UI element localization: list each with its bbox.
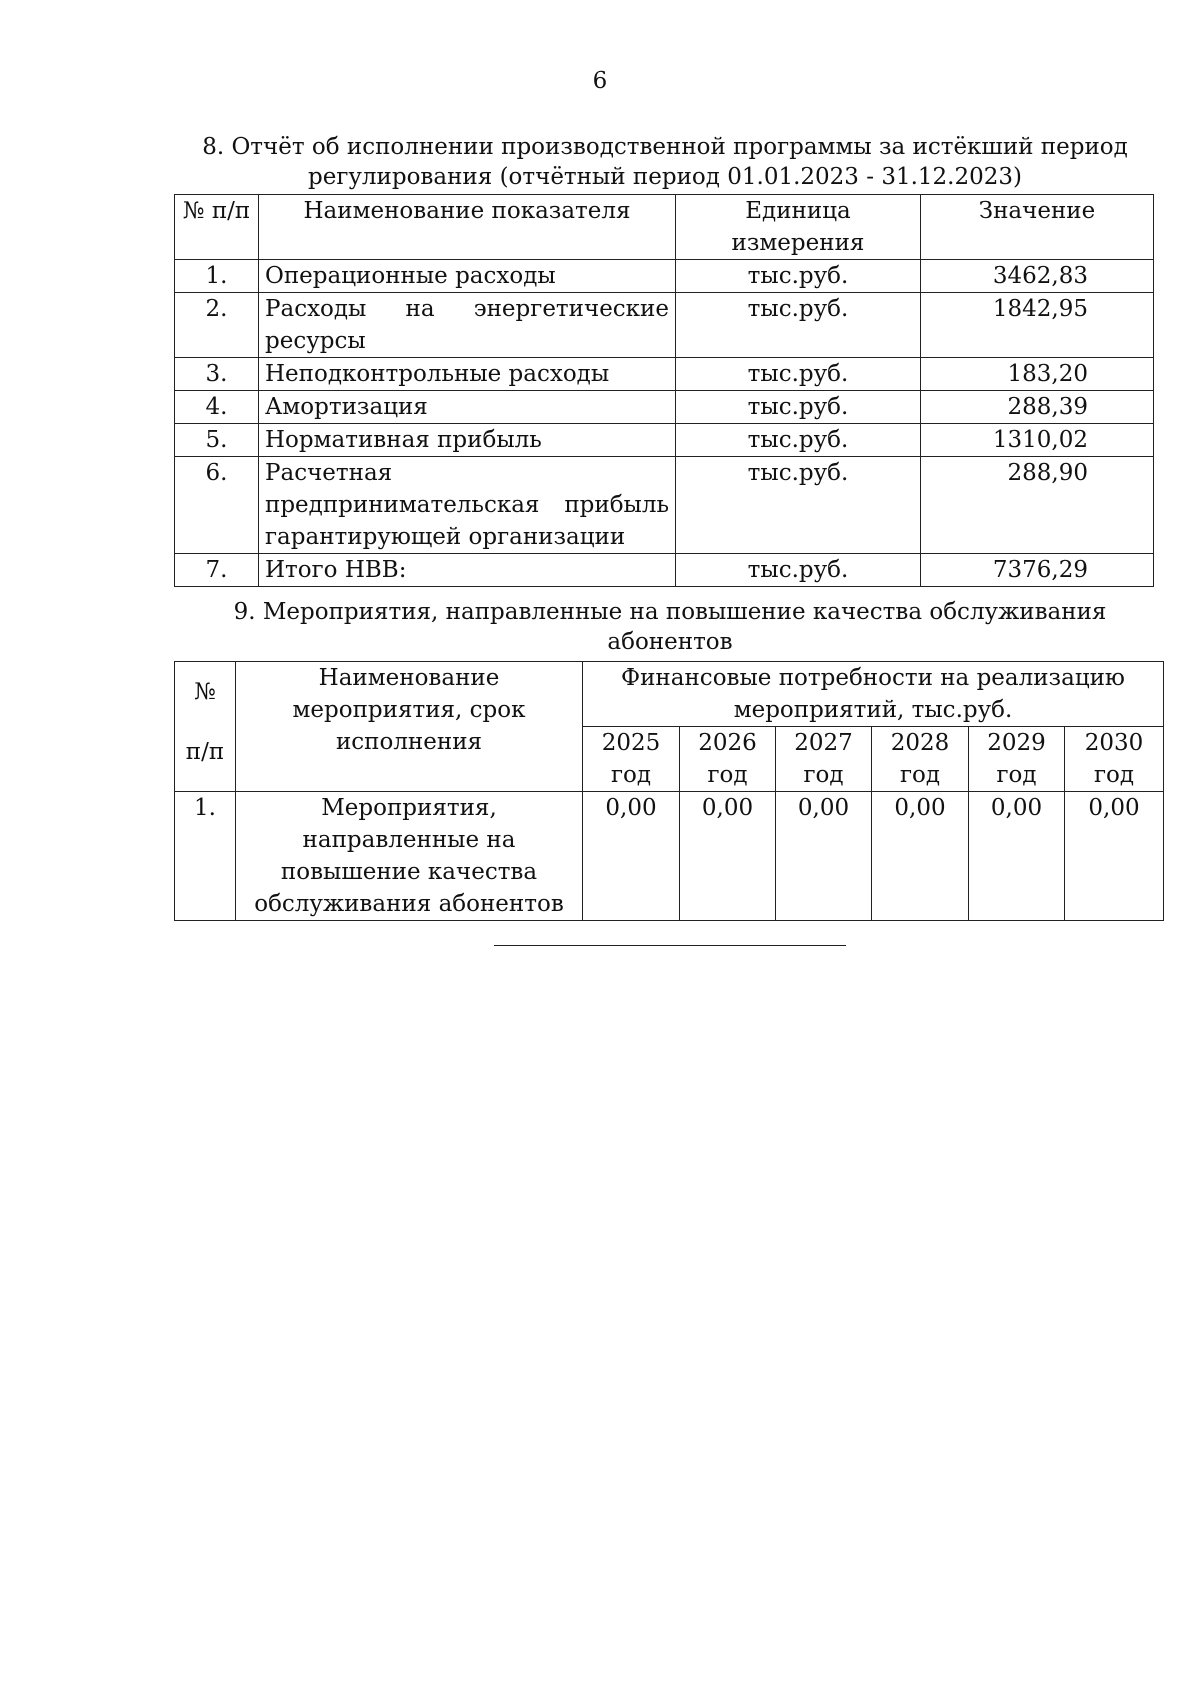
row-num: 5.	[175, 424, 259, 457]
row-value: 288,39	[921, 391, 1154, 424]
measures-table	[174, 661, 1164, 921]
header-year: 2026 год	[680, 727, 776, 792]
table-row	[175, 293, 1154, 358]
row-year-value: 0,00	[583, 792, 680, 921]
row-year-value: 0,00	[776, 792, 872, 921]
header-year: 2027 год	[776, 727, 872, 792]
header-year: 2025 год	[583, 727, 680, 792]
row-value: 3462,83	[921, 260, 1154, 293]
row-num: 1.	[175, 792, 236, 921]
table-row	[175, 424, 1154, 457]
measures-rows	[175, 792, 1164, 921]
row-value: 183,20	[921, 358, 1154, 391]
page-number: 6	[592, 68, 608, 94]
table-header-row	[175, 662, 1164, 727]
row-year-value: 0,00	[1065, 792, 1164, 921]
production-program-rows	[175, 260, 1154, 587]
table-row	[175, 554, 1154, 587]
row-num: 3.	[175, 358, 259, 391]
row-unit: тыс.руб.	[676, 554, 921, 587]
row-indicator-name: Амортизация	[259, 391, 676, 424]
row-indicator-name: Расходы на энергетические ресурсы	[259, 293, 676, 358]
table-row	[175, 358, 1154, 391]
row-value: 7376,29	[921, 554, 1154, 587]
row-unit: тыс.руб.	[676, 424, 921, 457]
row-num: 4.	[175, 391, 259, 424]
row-num: 2.	[175, 293, 259, 358]
header-num: № п/п	[175, 662, 236, 792]
header-value: Значение	[921, 195, 1154, 260]
row-indicator-name: Неподконтрольные расходы	[259, 358, 676, 391]
row-unit: тыс.руб.	[676, 391, 921, 424]
row-unit: тыс.руб.	[676, 260, 921, 293]
row-indicator-name: Расчетная предпринимательская прибыль гарантирующей организации	[259, 457, 676, 554]
row-value: 288,90	[921, 457, 1154, 554]
section-8-title-line-1: 8. Отчёт об исполнении производственной программы за истёкший период	[202, 134, 1128, 160]
row-indicator-name: Итого НВВ:	[259, 554, 676, 587]
row-unit: тыс.руб.	[676, 293, 921, 358]
header-finance: Финансовые потребности на реализацию мероприятий, тыс.руб.	[583, 662, 1164, 727]
header-measure-name: Наименование мероприятия, срок исполнения	[236, 662, 583, 792]
row-num: 6.	[175, 457, 259, 554]
row-year-value: 0,00	[680, 792, 776, 921]
row-indicator-name: Операционные расходы	[259, 260, 676, 293]
row-num: 7.	[175, 554, 259, 587]
row-measure-name: Мероприятия, направленные на повышение качества обслуживания абонентов	[236, 792, 583, 921]
table-row	[175, 260, 1154, 293]
row-unit: тыс.руб.	[676, 358, 921, 391]
row-value: 1310,02	[921, 424, 1154, 457]
header-unit: Единица измерения	[676, 195, 921, 260]
header-year: 2030 год	[1065, 727, 1164, 792]
section-8-title-line-2: регулирования (отчётный период 01.01.2023 - 31.12.2023)	[308, 164, 1022, 190]
header-num: № п/п	[175, 195, 259, 260]
section-9-title	[150, 597, 1190, 657]
end-rule	[494, 945, 846, 946]
header-indicator-name: Наименование показателя	[259, 195, 676, 260]
production-program-table	[174, 194, 1154, 587]
row-num: 1.	[175, 260, 259, 293]
section-8-title	[150, 132, 1180, 192]
section-9-title-line-2: абонентов	[607, 629, 733, 655]
row-year-value: 0,00	[969, 792, 1065, 921]
header-year: 2028 год	[872, 727, 969, 792]
table-row	[175, 391, 1154, 424]
table-row	[175, 457, 1154, 554]
row-indicator-name: Нормативная прибыль	[259, 424, 676, 457]
row-year-value: 0,00	[872, 792, 969, 921]
header-year: 2029 год	[969, 727, 1065, 792]
row-value: 1842,95	[921, 293, 1154, 358]
table-header-row	[175, 195, 1154, 260]
row-unit: тыс.руб.	[676, 457, 921, 554]
section-9-title-line-1: 9. Мероприятия, направленные на повышение качества обслуживания	[233, 599, 1107, 625]
table-row	[175, 792, 1164, 921]
